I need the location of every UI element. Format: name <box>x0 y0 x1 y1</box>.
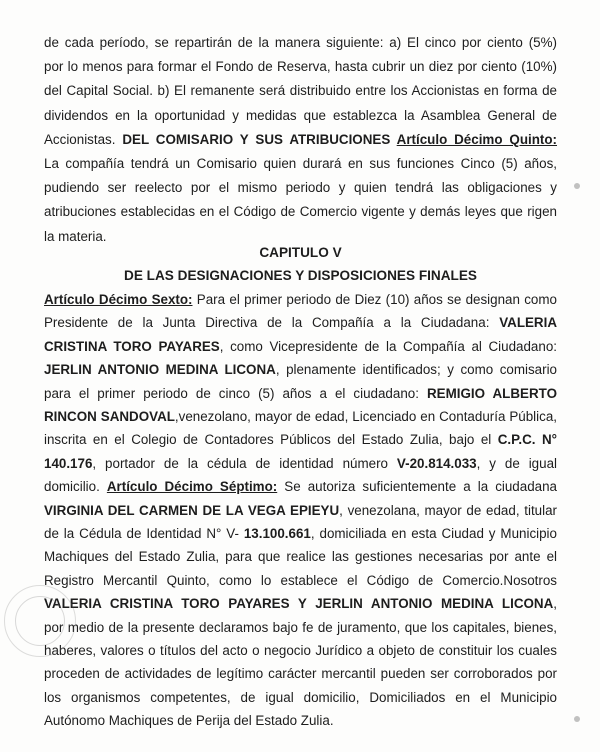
text-line <box>44 643 557 659</box>
text-run: inscrita en el Colegio de Contadores Públicos del Estado Zulia, bajo el <box>44 432 498 448</box>
text-run: Registro Mercantil Quinto, como lo establece el Código de Comercio.Nosotros <box>44 572 557 588</box>
text-run: REMIGIO ALBERTO <box>426 385 557 401</box>
text-run: Artículo Décimo Séptimo: <box>106 479 278 495</box>
text-line <box>44 386 557 402</box>
text-run: 140.176 <box>44 455 93 471</box>
text-line <box>44 432 557 448</box>
text-line <box>44 573 557 589</box>
text-run: atribuciones establecidas en el Código de Comercio vigente y demás leyes que rigen <box>44 204 557 220</box>
text-line <box>44 666 557 682</box>
text-run: dividendos en la oportunidad y medidas que establezca la Asamblea General de <box>44 107 557 123</box>
text-run: Para el primer periodo de Diez (10) años se designan como <box>192 292 557 307</box>
text-line <box>44 549 557 565</box>
text-line <box>44 35 557 51</box>
text-line <box>44 204 557 220</box>
text-run: del Capital Social. b) El remanente será distribuido entre los Accionistas en forma de <box>44 83 557 99</box>
text-run: los organismos competentes, de igual domicilio, Domiciliados en el Municipio <box>44 689 557 705</box>
text-run: Se autoriza suficientemente a la ciudadana <box>277 479 557 495</box>
text-line <box>44 156 557 172</box>
text-line <box>44 362 557 378</box>
text-run: Artículo Décimo Sexto: <box>44 292 193 307</box>
text-line <box>44 229 557 245</box>
text-line <box>44 409 557 425</box>
text-run: proceden de actividades de legítimo carácter mercantil pueden ser corroborados por <box>44 666 557 682</box>
text-run: CRISTINA TORO PAYARES <box>44 338 220 354</box>
margin-mark <box>574 183 580 189</box>
text-line <box>44 339 557 355</box>
text-line <box>44 526 557 542</box>
text-line <box>44 503 557 519</box>
text-run: Autónomo Machiques de Perija del Estado Zulia. <box>44 713 334 729</box>
text-run: (5%) <box>528 35 557 50</box>
text-run: la materia. <box>44 228 107 244</box>
text-run: Accionistas. <box>44 131 123 147</box>
text-run: JERLIN ANTONIO MEDINA LICONA <box>44 362 276 378</box>
text-line <box>44 596 557 612</box>
text-run: , <box>553 596 557 612</box>
chapter-title: DE LAS DESIGNACIONES Y DISPOSICIONES FINALES <box>124 268 477 283</box>
text-run: por lo menos para formar el Fondo de Reserva, hasta cubrir un diez por ciento <box>44 59 522 75</box>
text-run: , como Vicepresidente de la Compañía al Ciudadano: <box>219 338 557 354</box>
text-line <box>44 292 557 308</box>
text-run: de la Cédula de Identidad N° V- <box>44 526 244 541</box>
text-line <box>44 180 557 196</box>
text-line <box>44 713 557 729</box>
text-run: DEL COMISARIO Y SUS ATRIBUCIONES <box>122 131 397 147</box>
text-run: (10%) <box>521 59 557 75</box>
text-run: por medio de la presente declaramos bajo fe de juramento, que los capitales, bienes, <box>44 619 557 635</box>
text-line <box>44 315 557 331</box>
text-run: C.P.C. N° <box>497 432 557 448</box>
text-run: Machiques del Estado Zulia, para que realice las gestiones necesarias por ante el <box>44 549 557 565</box>
text-run: , plenamente identificados; y como comisario <box>275 362 558 378</box>
text-line <box>44 108 557 124</box>
text-run: VALERIA <box>499 315 557 331</box>
text-run: haberes, valores o títulos del acto o negocio Jurídico a objeto de constituir los cuales <box>44 643 557 658</box>
chapter-heading: CAPITULO V <box>259 245 342 260</box>
text-run: pudiendo ser reelecto por el mismo periodo y quien tendrá las obligaciones y <box>44 180 557 196</box>
text-run: VIRGINIA DEL CARMEN DE LA VEGA EPIEYU <box>44 502 340 518</box>
text-run: La compañía tendrá un Comisario quien durará en sus funciones Cinco (5) años, <box>44 156 557 171</box>
text-run: , y de igual <box>476 455 558 471</box>
text-run: de cada período, se repartirán de la manera siguiente: a) El cinco por ciento <box>44 35 529 50</box>
text-line <box>44 456 557 472</box>
text-run: 13.100.661 <box>243 526 311 541</box>
text-line <box>44 620 557 636</box>
text-run: , domiciliada en esta Ciudad y Municipio <box>310 526 557 541</box>
text-run: , venezolana, mayor de edad, titular <box>339 502 557 518</box>
faded-stamp <box>4 585 76 657</box>
text-run: para el primer periodo de cinco (5) años a el ciudadano: <box>44 385 427 401</box>
text-line <box>44 83 557 99</box>
text-run: VALERIA CRISTINA TORO PAYARES Y JERLIN ANTONIO MEDINA LICONA <box>44 596 554 612</box>
text-run: V-20.814.033 <box>396 455 477 471</box>
text-line <box>44 690 557 706</box>
text-run: Presidente de la Junta Directiva de la Compañía a la Ciudadana: <box>44 315 500 331</box>
text-line <box>44 59 557 75</box>
text-run: Artículo Décimo Quinto: <box>396 131 558 147</box>
text-line <box>44 479 557 495</box>
text-run: domicilio. <box>44 479 107 495</box>
text-run: , portador de la cédula de identidad número <box>92 455 397 471</box>
text-run: ,venezolano, mayor de edad, Licenciado en Contaduría Pública, <box>174 409 557 424</box>
margin-mark <box>574 716 580 722</box>
text-run: RINCON SANDOVAL <box>44 409 175 424</box>
text-line <box>44 132 557 148</box>
